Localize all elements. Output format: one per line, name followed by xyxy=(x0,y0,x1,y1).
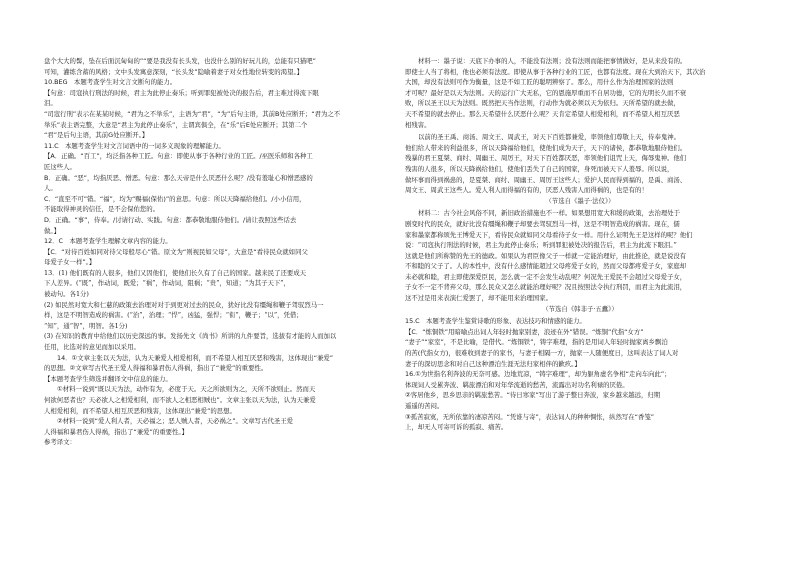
text-line: 以前的圣王禹、商汤、周文王、周武王，对天下百姓都兼爱，率领他们尊敬上天，侍奉鬼神。 xyxy=(418,133,681,142)
text-line: 10.BEG 本题考查学生对文言文断句的能力。 xyxy=(44,78,177,87)
text-line: 即使士人当了将相，他也必须有法度。即使从事于各种行业的工匠，也都有法度。现在大到治天下，其次治 xyxy=(405,67,706,76)
text-line: 人相爱相利，而不希望人相互厌恶和残害，这体现出“兼爱”的思想。 xyxy=(44,406,236,415)
text-line: 他们给人带来的利益很多，所以天降福给他们，使他们成为天子，天下的诸侯，都恭敬地服侍他们。 xyxy=(405,143,687,152)
text-line: “君”是后句主语，其前G处应断开。】 xyxy=(44,131,149,140)
text-line: 妻子的深切思念和对自己这种漂泊生涯无法归家相伴的歉疚。】 xyxy=(405,359,581,368)
text-line: (2) 如民然对宽大和仁慈的政策去治理对对于到更对过去的民众，犹好比没有缰绳和鞭子驾驭烈马一 xyxy=(44,300,324,309)
text-line: 13．(1) 他们既有的人很多，他们又因他们，使他们长久有了自己的国家。越来民了还要成天 xyxy=(44,268,307,277)
text-line: 【C．“炼铜铁”用暗喻点出词人年轻时抛家别妻，浪迹在外”错误。“炼铜”代指“女方” xyxy=(405,327,644,336)
text-line: “妻子”“家室”，不是比喻，是借代。“炼铜铁”，铸字难理，指的是用词人年轻时抛家离乡飘泊 xyxy=(405,338,668,347)
text-line: 可知，灌练含蓄的风格；文中头发寓意深刻，“长头发”隐喻着妻子对女性地位转变的渴望。】 xyxy=(44,67,304,76)
text-line: 被动句。各1分) xyxy=(44,290,89,299)
text-line: 人得福和暴君伤人得祸，指出了“兼爱”的重要性。】 xyxy=(44,427,189,436)
text-line: 泪。 xyxy=(44,99,57,108)
text-line: 母爱子女一样”。】 xyxy=(44,258,96,267)
text-line: 这就是他们所称赞的先王的德政。如果认为君臣像父子一样就一定能治理好，由此推论，就是说没有 xyxy=(405,251,687,260)
text-line: 周文王、周武王这些人。爱人利人而得福的有的，厌恶人残害人而得祸的，也是有的！ xyxy=(405,186,648,195)
text-line: 体现词人受累奔波、羁旅漂泊和对年华流逝的愁苦，流露出对功名利禄的厌倦。 xyxy=(405,380,629,389)
text-line: “司寇行刑”表示在某某时候，“君为之不举乐”，主语为“君”，“为”后句主语，其前B处应断开；“君为之不 xyxy=(44,109,341,118)
text-line: 未必就和睦，君主即使深爱臣民，怎么就一定不会发生动乱呢？何况先王爱民不会超过父母爱子女， xyxy=(405,272,687,281)
text-line: 【C．“对待百姓如同对待父母般尽心”错。原文为“则视民如父母”，大意是“看待民众就如同父 xyxy=(44,247,308,256)
text-line: 才可呢？最好是以天为法则。天的运行广大无私，它的恩施厚重而不自居功德，它的光明长久而不衰 xyxy=(405,88,687,97)
left-column xyxy=(44,56,384,448)
text-line: 剧变时代的民众，就好比没有缰绳和鞭子却要去驾驭烈马一样，这是不明智造成的祸害。现在，儒 xyxy=(405,219,680,228)
text-line: 家和墨家都称颂先王博爱天下，看待民众就如同父母看待子女一样。用什么证明先王是这样的呢？他们 xyxy=(405,230,693,239)
text-line: 不和睦的父子了。人的本性中，没有什么感情能超过父母疼爱子女的，然而父母都疼爱子女，家庭却 xyxy=(405,262,687,271)
text-line: 残害的人很多，所以天降祸给他们，使他们丢失了自己的国家，身死而被天下人羞辱。所以说， xyxy=(405,164,674,173)
text-line: 16.①为世指名利奔波的无奈可感。边地荒凉，“铸字难理”，却为躯角虚名争相“走向车向此”； xyxy=(405,370,671,379)
text-line: 样，这是不明智造成的祸害。(“治”，治理；“悍”，凶猛，强悍；“衔”，鞭子；“以”，凭借； xyxy=(44,311,303,320)
text-line: 12．C 本题考查学生理解文章内容的能力。 xyxy=(44,237,172,246)
text-line: 任用，比选对的意见而加以采用。 xyxy=(44,343,140,352)
text-line: 做坏事而得到祸患的，是夏桀、商纣、周幽王、周厉王这些人；爱护人民而得到福的，是禹、商汤、 xyxy=(405,175,687,184)
text-line: ②材料一说到“爱人利人者，天必福之；恶人贼人者，天必祸之”。文章写古代圣王爱 xyxy=(57,417,294,426)
text-line: 举乐”表主语完整，大意是“君主为此停止奏乐”，主谓宾俱全，在“乐”后E处应断开；其第二个 xyxy=(44,120,308,129)
text-line: ③孤苦寂寞，无所依靠的凄凉苦闷。“凭谁与寄”，表达词人的种种惆怅，纵然写在“香笺” xyxy=(405,412,655,421)
text-line: 匠这些人。 xyxy=(44,162,76,171)
text-line: “知”，通“智”，明智。各1分) xyxy=(44,321,128,330)
text-line: 子女不一定不背弃父母，那么民众又怎么就能治理好呢？况且按照法令执行刑罚，而君主为此流泪， xyxy=(405,283,687,292)
text-line: D．正确。“事”，侍奉。/讨请行动、实践。句意：都恭敬地服侍他们。/请让我照这些话去 xyxy=(44,215,297,224)
text-line: 这不过是用来表演仁爱罢了，却不能用来治理国家。 xyxy=(405,294,552,303)
text-line: C．“直至不可”错。“福”，均为“赐福(保佑)”的意思。句意：所以天降福给他们。/小小信用， xyxy=(44,194,306,203)
text-line: 大国，却没有法则可作为衡量，这是不如工匠的聪明辨察了。那么，用什么作为治理国家的法则 xyxy=(405,78,674,87)
text-line: 盘个大大的髻，坠在后面沉甸甸的”“要是我没有长头发，也没什么别的好玩儿的，总能有只猫吧” xyxy=(44,57,316,65)
text-line: 11.C 本题考查学生对文言词语中的一词多义现象的理解能力。 xyxy=(44,141,225,150)
text-line: 残暴的君王夏桀、商纣、周幽王、周厉王，对天下百姓都厌恶，率领他们诅咒上天，侮辱鬼神。他们 xyxy=(405,154,687,163)
text-line: 败，所以圣王以天为法则。既然把天当作法则，行动作为就必须以天为依归。天所希望的就去做， xyxy=(405,99,680,108)
text-line: 上，却无人可寄可诉的孤寂、痛苦。 xyxy=(405,423,508,432)
text-line: 人。 xyxy=(44,184,57,193)
text-line: ①材料一说到“既以天为法，动作有为，必度于天。天之所欲则为之，天所不欲则止。然而天 xyxy=(57,385,316,394)
text-line: （节选自《韩非子·五蠹》） xyxy=(542,304,618,313)
text-line: 的思想。②文章写古代圣王爱人得福和暴君伤人得祸，指出了“兼爱”的重要性。 xyxy=(44,364,268,373)
text-line: 15.C 本题考查学生鉴赏诗歌的形象、表达技巧和情感的能力。 xyxy=(405,317,586,326)
text-line: 材料一：墨子说：天底下办事的人，不能没有法则；没有法则而能把事情做好，是从来没有的。 xyxy=(418,57,687,65)
text-line: 天不希望的就去停止。那么天希望什么厌恶什么呢？天肯定希望人相爱相利，而不希望人相互厌恶 xyxy=(405,109,680,118)
text-line: 相残害。 xyxy=(405,120,431,129)
text-line: 材料二：古今社会风俗不同，新旧政治措施也不一样。如果想用宽大和缓的政策，去治理处于 xyxy=(418,209,681,218)
text-line: 的苦(代指女方)，很难收到妻子的家书，与妻子相隔一方，抛家一人随便度日，这叫表达了词人对 xyxy=(405,349,679,358)
text-line: 14．①文章主张以天为法，认为天兼爱人相爱相利，而不希望人相互厌恶和残害，这体现出“兼爱” xyxy=(57,353,334,362)
text-line: B．正确。“恶”，均指厌恶、憎恶。句意：那么天帝是什么厌恶什么呢？/没有羞耻心和憎恶感的 xyxy=(44,173,313,182)
text-line: 何欲何恶者也？天必欲人之相爱相利，而不欲人之相恶相贼也”。文章主张以天为法，认为天兼爱 xyxy=(44,396,316,404)
text-line: 说：“司寇执行刑法的时候，君主为此停止奏乐；听到罪犯被处决的报告后，君主为此流下眼泪。” xyxy=(405,241,677,250)
text-line: 遥遥的苦闷。 xyxy=(405,402,444,410)
text-line: 不能取得神灵的信任，是不会保佑您的。 xyxy=(44,205,160,214)
text-line: 【A．正确。“百工”，均泛指各种工匠。句意：即使从事于各种行业的工匠。/巫医乐师和各种工 xyxy=(44,152,313,161)
text-line: (3) 在知识的教育中给他们以历史深远的事。发扬先文《尚书》所讲的九件要旨，选拔有才能的人而加以 xyxy=(44,332,337,341)
text-line: ②客居他乡，思乡思亲的羁旅愁苦。“待日寒家”写出了游子整日奔波，家乡越来越远，归期 xyxy=(405,391,661,400)
text-line: 做。】 xyxy=(44,226,60,235)
text-line: （节选自《墨子·法仪》） xyxy=(545,196,615,205)
text-line: 下人差异。(“既”，作动词，既爱；“祸”，作动词，阻祸；“贵”，知道；“为其子天下”， xyxy=(44,279,290,288)
text-line: 【句意：司寇执行刑法的时候，君主为此停止奏乐；听到罪犯被处决的报告后，君主难过得流下眼 xyxy=(44,88,319,97)
right-column xyxy=(405,56,755,433)
text-line: 【本题考查学生筛选并翻译文中信息的能力。 xyxy=(44,374,172,383)
text-line: 参考译文： xyxy=(44,438,76,447)
